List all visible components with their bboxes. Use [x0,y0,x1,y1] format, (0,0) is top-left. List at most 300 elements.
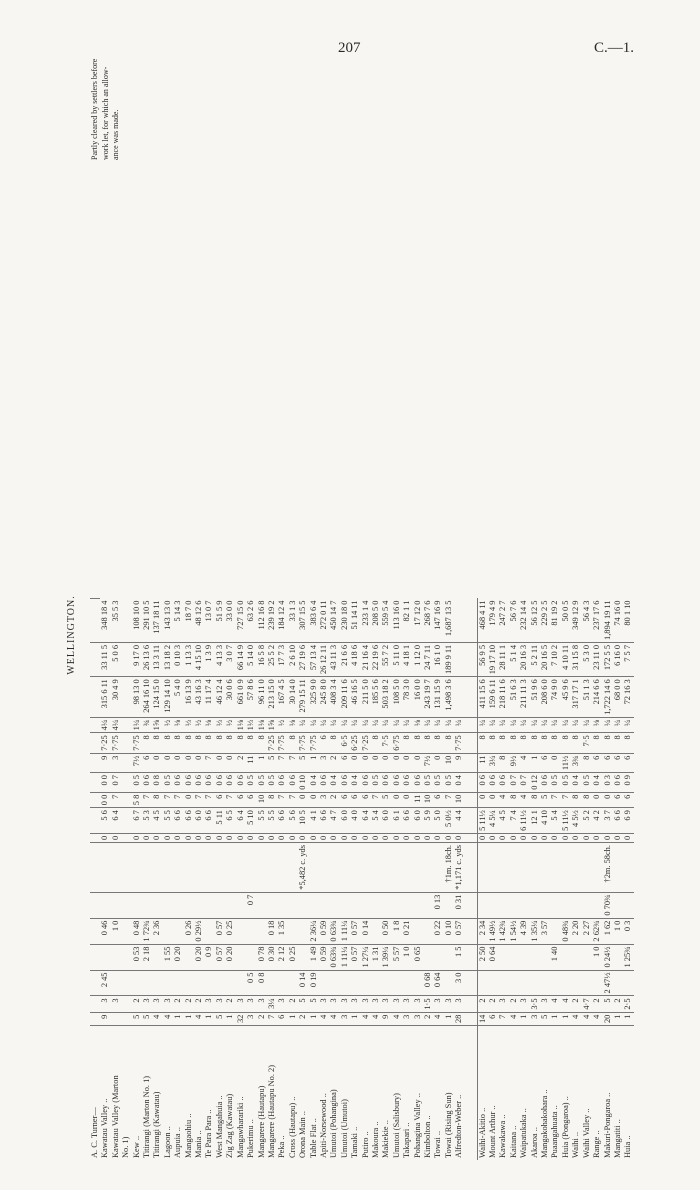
table-cell [371,918,381,944]
table-row [540,594,550,1160]
table-cell: 3 [111,996,121,1012]
table-cell: 7 [277,753,287,772]
table-cell: 1 11¼ [340,918,350,944]
table-cell: 7·25 [361,733,371,753]
table-cell: 4 [319,1012,329,1025]
table-row [361,594,371,1160]
table-cell: 20 [603,1012,613,1025]
table-cell: 3 [215,996,225,1012]
table-cell [465,892,478,918]
table-cell [582,970,592,996]
table-cell [519,843,529,893]
table-cell: 2 [423,1012,433,1025]
table-cell [90,594,100,599]
table-cell [371,892,381,918]
table-cell [90,753,100,772]
table-cell: ¼ [392,717,402,732]
table-cell: ¼ [329,717,339,732]
table-cell: 0 21 [402,918,412,944]
table-cell: 57 8 6 [246,677,256,718]
table-cell: 3 [319,753,329,772]
table-row [550,594,560,1160]
table-cell: 26 12 11 [319,642,329,676]
table-cell: ¼ [540,717,550,732]
table-cell: 559 5 4 [381,599,391,643]
table-cell: 0 [477,792,488,807]
table-cell [90,792,100,807]
table-cell [433,843,443,893]
table-cell [236,843,246,893]
table-cell: ⅛ [204,717,214,732]
table-cell: ¼ [488,717,498,732]
table-cell: 11 [477,753,488,772]
table-cell: 8 [444,733,454,753]
table-cell: ¼ [402,717,412,732]
table-cell: 0 [592,833,602,842]
table-cell: 2 18 [142,944,152,970]
table-cell: 247 2 7 [498,599,508,643]
table-cell: 26 13 6 [142,642,152,676]
table-cell [184,970,194,996]
table-cell: 0 0 [100,773,110,793]
table-cell: 5 2 [582,808,592,834]
table-cell: 1 0 [111,918,121,944]
table-cell: 0 [613,833,623,842]
table-cell: 0 3 [603,773,613,793]
table-cell: 268 7 6 [423,599,433,643]
table-row [288,594,298,1160]
table-cell: 213 15 0 [267,677,277,718]
work-name: Makuri-Pongaroa .. [602,1092,612,1158]
table-cell: 56 4 3 [582,599,592,643]
table-cell: 13 18 2 [163,642,173,676]
table-cell [121,892,131,918]
table-cell: 7·75 [111,733,121,753]
page-number: 207 [338,40,361,56]
table-cell: ¼ [423,717,433,732]
table-cell: 3 0 [454,970,464,996]
table-cell: 25 5 2 [267,642,277,676]
table-cell [361,892,371,918]
table-cell [111,944,121,970]
table-cell: 6 [613,792,623,807]
table-cell: 46 16 5 [350,677,360,718]
table-cell: 7 [444,792,454,807]
table-cell: 10 [454,792,464,807]
table-cell [582,944,592,970]
table-cell [152,843,162,893]
work-name: Makiekie .. [381,1120,391,1158]
table-cell [329,970,339,996]
table-cell [257,918,267,944]
table-cell: 5 11½ [561,808,571,834]
table-cell: 3¾ [571,753,581,772]
table-cell: 0 [423,833,433,842]
work-name: Kawatau Valley (Marton [110,1075,120,1158]
table-cell [204,892,214,918]
table-cell: 0 [152,753,162,772]
table-cell: 0 8 [257,970,267,996]
table-cell: 0 [592,792,602,807]
table-cell: 1,722 14 6 [603,677,613,718]
table-cell [277,892,287,918]
table-cell: 4 [371,1012,381,1025]
table-cell: 2 [288,996,298,1012]
table-cell: 172 5 5 [603,642,613,676]
table-cell: 209 11 6 [340,677,350,718]
table-cell: 7 10 2 [550,642,560,676]
table-cell: 7·75 [277,733,287,753]
table-cell: 6 6 [277,808,287,834]
table-cell: 1 39¼ [381,944,391,970]
table-cell [444,970,454,996]
table-cell: 211 11 3 [519,677,529,718]
table-cell: 6 0 [381,808,391,834]
table-cell: 7·75 [454,733,464,753]
table-row [184,594,194,1160]
table-row [592,594,602,1160]
table-cell: ½ [163,717,173,732]
table-cell: 23 11 0 [592,642,602,676]
table-cell: 0 [371,833,381,842]
work-name: Waihi-Akitio .. [477,1026,488,1161]
table-cell: 3 57 [540,918,550,944]
table-cell: 1 0 [613,918,623,944]
table-cell: ½ [277,717,287,732]
table-cell: 0 [381,753,391,772]
table-cell: 0 [498,833,508,842]
table-cell: 8 [267,792,277,807]
table-cell [592,843,602,893]
work-name: Towai .. [433,1130,443,1158]
table-cell: 0 [350,833,360,842]
table-row [402,594,412,1160]
table-cell: 8 [329,733,339,753]
table-cell: 108 10 0 [132,599,142,643]
table-cell [121,833,131,842]
table-cell: 8 [173,733,183,753]
table-cell [163,892,173,918]
table-cell [454,642,464,676]
table-cell: 72 16 3 [623,677,633,718]
work-name: Lagoon .. [162,1126,172,1158]
table-cell [132,970,142,996]
table-cell: 4 [329,1012,339,1025]
table-cell: 8 [194,733,204,753]
table-cell [561,944,571,970]
table-cell: 7·25 [100,733,110,753]
table-cell: 9 17 0 [132,642,142,676]
table-cell [477,892,488,918]
table-cell: 16 5 8 [257,642,267,676]
table-cell: 2 [613,996,623,1012]
table-cell: 5 14 3 [173,599,183,643]
table-cell: 137 18 11 [152,599,162,643]
table-cell: 0 20 [225,944,235,970]
table-cell: 6 0 [194,808,204,834]
table-row [142,594,152,1160]
table-cell: 5 [309,996,319,1012]
table-cell [465,753,478,772]
table-cell [111,1012,121,1025]
table-cell: 348 18 4 [100,599,110,643]
table-cell: 0 10 [298,773,308,793]
table-cell: 185 5 6 [371,677,381,718]
table-cell: 0 64 [433,970,443,996]
table-cell: 74 16 0 [613,599,623,643]
table-cell: 0 25 [225,918,235,944]
work-name: A. C. Turner— [90,1107,99,1158]
table-cell: 2 6 10 [288,642,298,676]
table-cell: 0 [111,833,121,842]
table-cell: 2 [225,996,235,1012]
table-cell: ¼ [350,717,360,732]
table-cell: 0 4 [592,773,602,793]
table-cell: 3 [257,996,267,1012]
table-cell [550,892,560,918]
table-cell: 4 13 3 [215,642,225,676]
table-cell: 5 3 [142,808,152,834]
table-cell: ¼ [340,717,350,732]
table-cell: 8 [519,733,529,753]
table-cell [121,599,131,643]
table-cell: 28 11 1 [498,642,508,676]
table-cell: 2·5 [623,996,633,1012]
table-cell: 3 [246,996,256,1012]
table-cell: 159 6 11 [488,677,498,718]
table-cell: 1,687 13 5 [444,599,454,643]
table-cell: 0 30 [267,944,277,970]
table-cell [319,892,329,918]
table-cell: ¼ [561,717,571,732]
table-cell: 108 5 0 [392,677,402,718]
table-cell: 2 [509,996,519,1012]
table-cell [163,918,173,944]
table-cell [142,843,152,893]
table-cell: ¼ [298,717,308,732]
table-cell: 2 [329,753,339,772]
table-cell: 4 [561,996,571,1012]
table-cell [215,892,225,918]
table-cell: 1⅝ [152,717,162,732]
table-cell: 6 [603,753,613,772]
table-cell: 0 22 [433,918,443,944]
table-cell: 0 [623,833,633,842]
table-cell: 48 12 6 [194,599,204,643]
table-cell: 147 16 9 [433,599,443,643]
table-cell: 1 [173,1012,183,1025]
table-cell [111,970,121,996]
table-cell: 727 15 0 [236,599,246,643]
table-cell: 10 [423,792,433,807]
table-cell [444,892,454,918]
table-cell: 6·25 [350,733,360,753]
table-cell [121,642,131,676]
table-cell: 0 48¾ [561,918,571,944]
table-cell: 6 9 [623,808,633,834]
table-cell: 3 [392,996,402,1012]
table-cell: 1 25¾ [623,944,633,970]
table-cell: 7·25 [267,733,277,753]
table-cell: 30 4 9 [111,677,121,718]
table-cell: 8 [152,792,162,807]
table-cell: 7 4 [509,808,519,834]
table-cell: 4 5½ [571,808,581,834]
work-name: Puaangahuata .. [550,1105,560,1158]
table-cell: 0 [392,833,402,842]
table-cell [246,918,256,944]
table-cell: 3 [350,996,360,1012]
table-cell: 3 [163,996,173,1012]
table-cell [613,944,623,970]
table-cell: 8 [402,733,412,753]
table-cell [309,892,319,918]
table-cell: ¼ [371,717,381,732]
table-cell [540,970,550,996]
work-name: Towai (Rising Sun) [443,1092,453,1158]
table-cell: 0 [194,753,204,772]
table-cell [111,892,121,918]
table-cell: 5 10 [246,808,256,834]
table-cell: 0 [361,753,371,772]
table-cell: ⅛ [288,717,298,732]
table-cell: 32 [236,1012,246,1025]
table-row [477,594,488,1160]
table-cell: 0 78 [257,944,267,970]
table-cell: 0 6 [340,773,350,793]
table-cell: 7·75 [132,733,142,753]
table-cell: 1 12 0 [413,642,423,676]
table-cell [571,843,581,893]
table-cell [423,918,433,944]
table-cell: 8 [215,733,225,753]
table-cell: 2 [592,996,602,1012]
table-cell [163,970,173,996]
table-cell [121,792,131,807]
table-cell [488,892,498,918]
table-cell: 6 [361,792,371,807]
table-cell: 5 8 [132,792,142,807]
table-cell: 4 [592,1012,602,1025]
table-cell: 56 12 5 [530,599,540,643]
table-cell: 6 5 [225,808,235,834]
table-cell: 6·75 [392,733,402,753]
table-row [329,594,339,1160]
table-cell: 0 6 [402,773,412,793]
table-cell [423,843,433,893]
table-cell: 8 [592,733,602,753]
table-cell: 2 [173,996,183,1012]
table-cell: 208 6 0 [540,677,550,718]
table-cell: 1 [288,1012,298,1025]
table-cell: 6 [613,753,623,772]
table-cell: 131 15 9 [433,677,443,718]
table-cell [540,843,550,893]
table-cell [329,843,339,893]
table-cell: 1 [309,753,319,772]
table-cell: 6 0 [340,808,350,834]
table-row [465,594,478,1160]
table-cell: 5 0½ [444,808,454,834]
table-cell: 0 0 [100,792,110,807]
table-cell [215,843,225,893]
table-cell: 8 [498,733,508,753]
table-cell [498,944,508,970]
table-cell [488,843,498,893]
table-cell: 0 [392,792,402,807]
table-cell: 0 6 [498,773,508,793]
table-cell: 0 [550,833,560,842]
table-cell [592,970,602,996]
table-cell: 4 18 6 [350,642,360,676]
table-cell [465,843,478,893]
table-cell: 218 11 6 [498,677,508,718]
table-cell: 1 54½ [509,918,519,944]
table-cell: 1 3 9 [204,642,214,676]
table-cell [246,944,256,970]
table-cell: 0 [267,833,277,842]
table-cell: 9 [381,1012,391,1025]
table-cell: 315 6 11 [100,677,110,718]
table-cell [582,843,592,893]
table-cell: ¼ [477,717,488,732]
table-cell [90,733,100,753]
table-cell: 3 7 [603,808,613,834]
table-cell [561,892,571,918]
table-cell: 8 [204,733,214,753]
table-cell [142,892,152,918]
work-name: Umutoi (Pohangina) [329,1089,339,1158]
table-cell: 1,894 19 11 [603,599,613,643]
table-cell [340,892,350,918]
table-cell: 3 [540,996,550,1012]
table-cell: 4 4 [454,808,464,834]
work-name: Cross (Hautapu) .. [287,1096,297,1158]
table-cell: 5 4 0 [173,677,183,718]
table-cell [90,892,100,918]
table-cell [184,843,194,893]
table-cell: 383 6 4 [309,599,319,643]
table-cell: 5 [298,996,308,1012]
table-cell: 7 [204,753,214,772]
table-cell: 3 [340,1012,350,1025]
table-cell: 45 9 6 [561,677,571,718]
table-cell [413,918,423,944]
table-cell: 4 5 [152,808,162,834]
table-cell: 5 [540,792,550,807]
table-cell: 1 0 [402,944,412,970]
table-cell: 6 6 [613,808,623,834]
table-cell: ½ [194,717,204,732]
work-name: Umutoi (Umutoi) [339,1099,349,1158]
table-cell: 2 [184,996,194,1012]
table-cell: 3 [444,996,454,1012]
table-cell [540,892,550,918]
table-cell: 6 6 [173,808,183,834]
table-cell: 6 [142,753,152,772]
table-cell: 57 13 4 [309,642,319,676]
table-cell: 233 1 4 [361,599,371,643]
table-cell [288,918,298,944]
table-cell: 35 5 3 [111,599,121,643]
table-cell: 0 [288,833,298,842]
table-cell: 1 35¼ [530,918,540,944]
table-cell: 0 [277,833,287,842]
work-name: Pukerimu .. [246,1119,256,1158]
work-name: Peka .. [277,1135,287,1158]
table-cell [267,892,277,918]
table-cell [592,892,602,918]
